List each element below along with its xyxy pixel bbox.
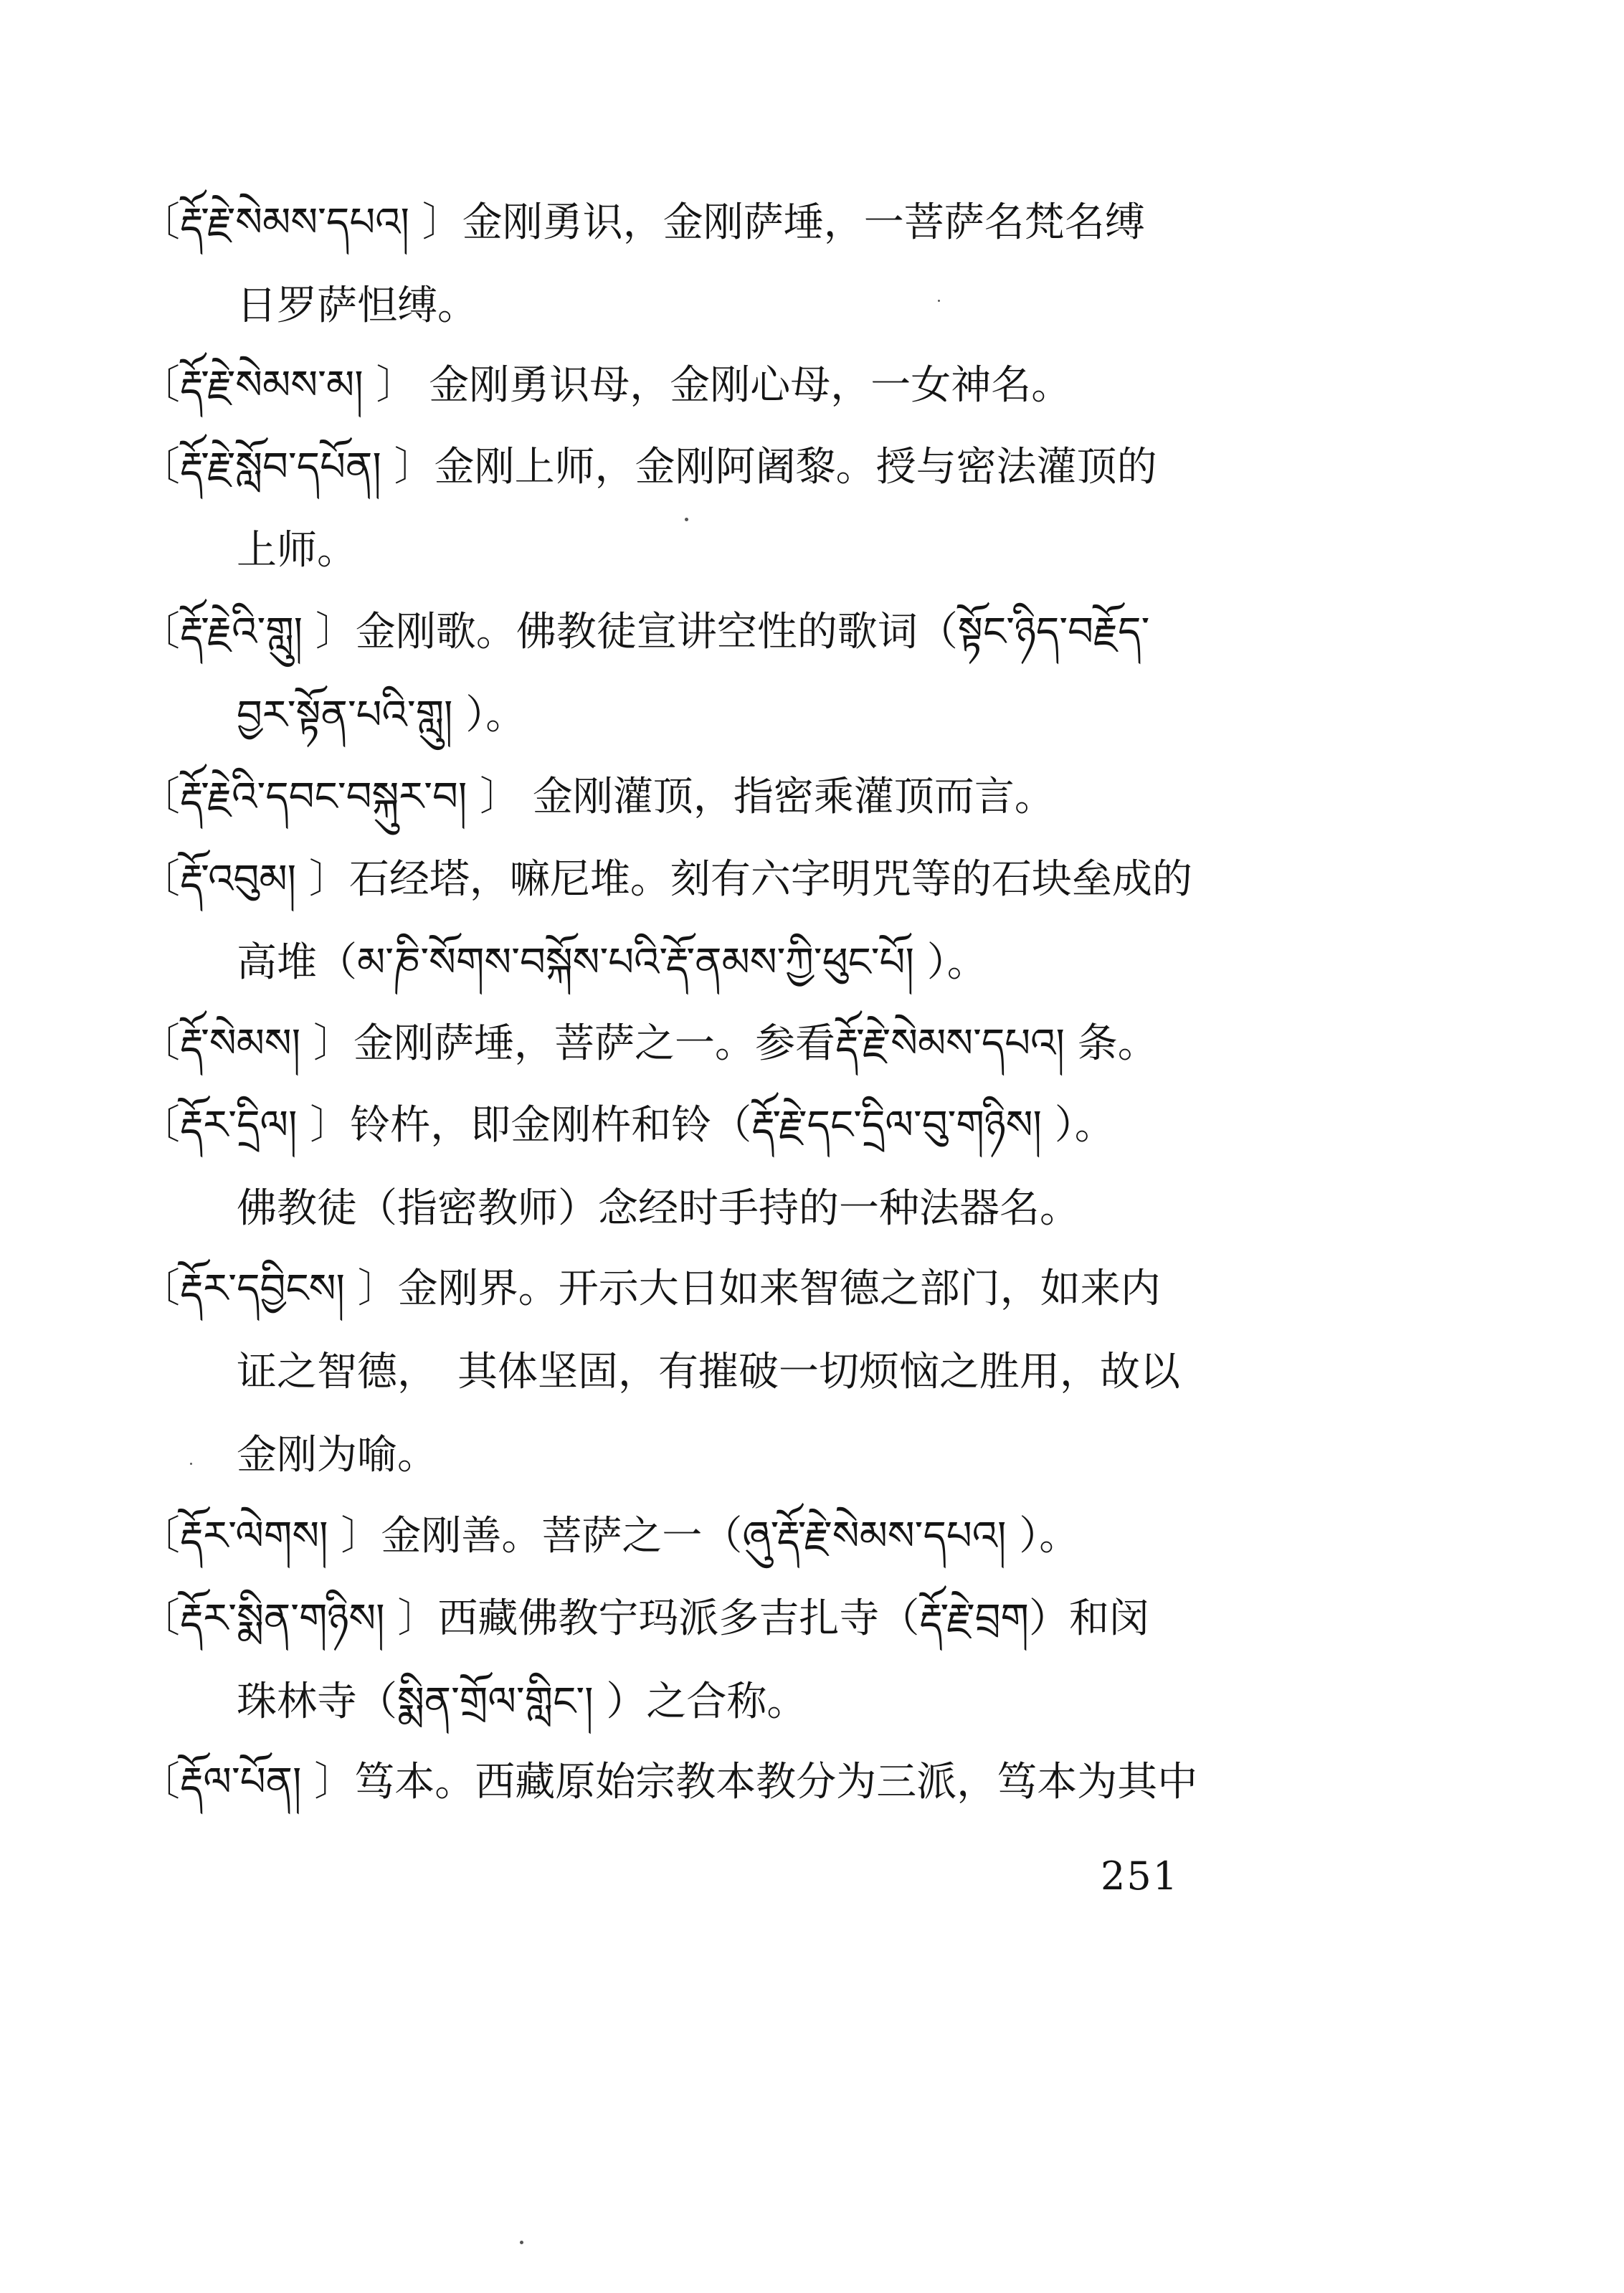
entry-rdol-pon [140,1741,1258,1824]
entry-line: 上师。 [237,527,357,574]
entry-line: 〔རྡོ་འབུམ། 〕石经塔，嘛尼堆。刻有六字明咒等的石块垒成的 [140,856,1192,903]
entry-rdo-rjei-glu [140,591,1258,757]
entry-line: 〔རྡོ་སེམས། 〕金刚萨埵，菩萨之一。参看རྡོ་རྗེ་སེམས་དཔའ། 条。 [140,1020,1158,1067]
entry-line: 〔རྡོ་རྗེའི་གླུ། 〕金刚歌。佛教徒宣讲空性的歌词（སྟོང་ཉིད་བརྗོད་ [140,609,1150,655]
scan-speck [520,2241,523,2244]
entry-rdor-legs [140,1495,1258,1578]
entry-line: 〔རྡོར་སྨིན་གཉིས། 〕西藏佛教宁玛派多吉扎寺（རྡོ་རྗེ་བྲག）和闵 [140,1595,1149,1642]
scan-speck [190,1463,192,1465]
entry-line: 〔རྡོ་རྗེ་སློབ་དཔོན། 〕金刚上师，金刚阿阇黎。授与密法灌顶的 [140,444,1157,490]
entry-line: 〔རྡོལ་པོན། 〕笃本。西藏原始宗教本教分为三派，笃本为其中 [140,1759,1198,1805]
entry-rdo-sems [140,1002,1258,1086]
entry-rdo-rjei-dbang-bskur [140,756,1258,839]
entry-line: 〔རྡོ་རྗེ་སེམས་དཔའ། 〕金刚勇识，金刚萨埵，一菩萨名梵名缚 [140,199,1145,246]
scan-speck [938,300,940,302]
entry-rdor-dril [140,1084,1258,1250]
entry-line: 〔རྡོར་དབྱིངས། 〕金刚界。开示大日如来智德之部门，如来内 [140,1266,1161,1312]
entry-line: 日罗萨怛缚。 [237,283,478,329]
entry-rdor-smin-gnyis [140,1577,1258,1744]
entry-line: 高堆（མ་ཎི་སོགས་བསྐོས་པའི་རྡོ་ནམས་ཀྱི་ཕུང་པོ། ）。 [237,939,987,986]
entry-line: 〔རྡོར་དྲིལ། 〕铃杵，即金刚杵和铃（རྡོ་རྗེ་དང་དྲིལ་བུ་གཉིས། ）。 [140,1102,1115,1149]
page-number: 251 [1101,1853,1179,1899]
entry-rdo-rje-sems-dpa [140,181,1258,348]
entry-rdo-rje-slob-dpon [140,426,1258,592]
entry-rdo-rje-sems-ma [140,344,1258,427]
entry-line: 佛教徒（指密教师）念经时手持的一种法器名。 [237,1185,1080,1232]
entry-rdo-bum [140,838,1258,1005]
entry-line: 金刚为喻。 [237,1432,437,1478]
scan-speck [685,518,688,521]
entry-line: 〔རྡོར་ལེགས། 〕金刚善。菩萨之一（ཞུ་རྡོ་རྗེ་སེམས་དཔའ། ）。 [140,1513,1080,1559]
entry-line: 〔རྡོ་རྗེ་སེམས་མ། 〕 金刚勇识母，金刚心母，一女神名。 [140,362,1072,409]
entry-line: བྱར་སྟོན་པའི་གླུ། ）。 [237,692,526,739]
entry-line: 〔རྡོ་རྗེའི་དབང་བསྐུར་བ། 〕 金刚灌顶，指密乘灌顶而言。 [140,774,1055,820]
entry-line: 证之智德， 其体坚固，有摧破一切烦恼之胜用，故以 [237,1349,1180,1395]
entry-rdor-dbyings [140,1248,1258,1497]
entry-line: 珠林寺（སྨིན་གྲོལ་གླིང་། ）之合称。 [237,1679,807,1725]
